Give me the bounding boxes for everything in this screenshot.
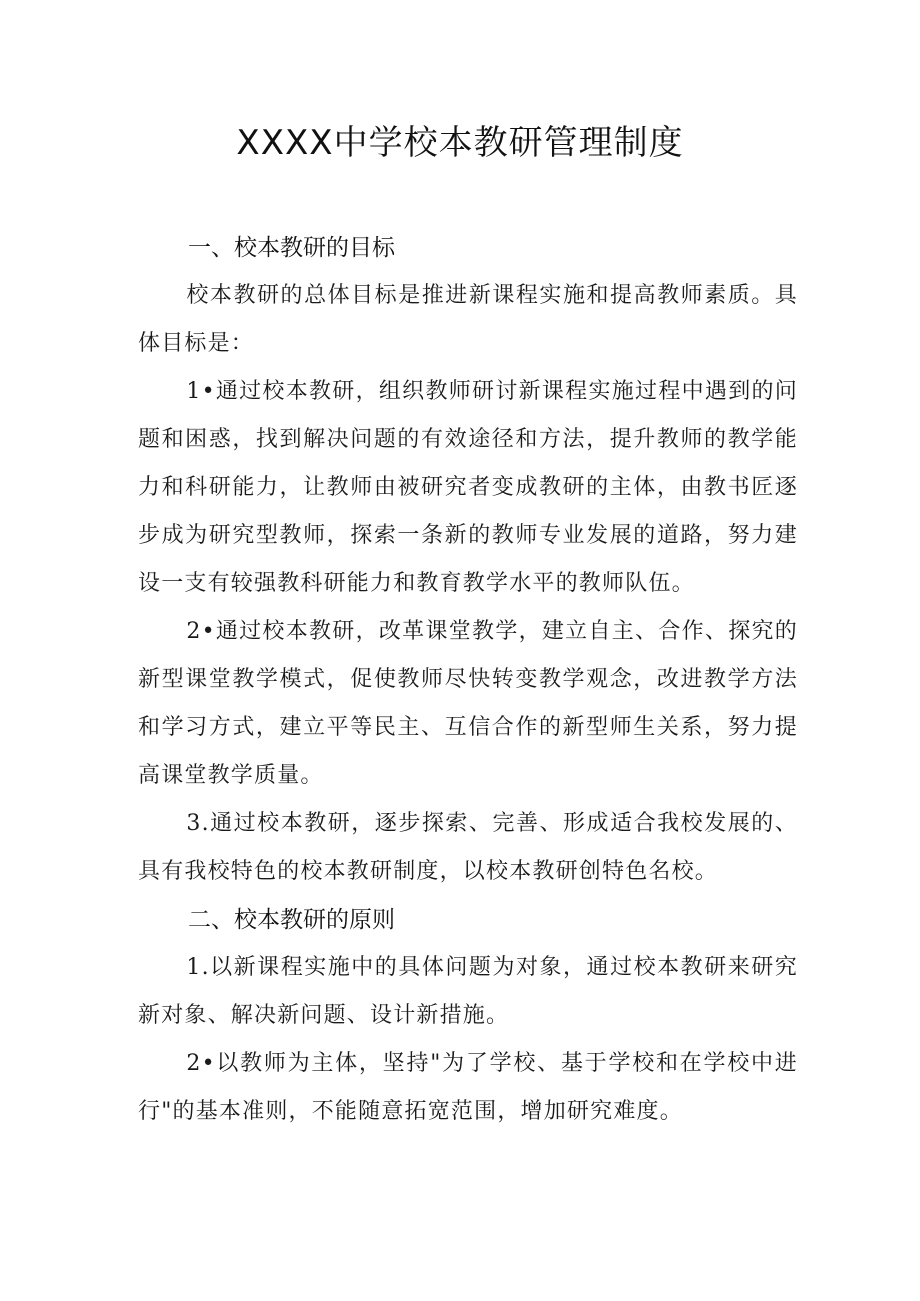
section-goals (138, 224, 798, 896)
document-title: XXXX中学校本教研管理制度 (236, 123, 684, 163)
paragraph: 2•以教师为主体，坚持"为了学校、基于学校和在学校中进行"的基本准则，不能随意拓宽范围，增加研究难度。 (138, 1051, 798, 1124)
section-heading: 二、校本教研的原则 (188, 907, 395, 933)
section-principles (138, 896, 798, 1136)
paragraph: 1.以新课程实施中的具体问题为对象，通过校本教研来研究新对象、解决新问题、设计新措施。 (138, 955, 798, 1028)
paragraph: 3.通过校本教研，逐步探索、完善、形成适合我校发展的、具有我校特色的校本教研制度，以校本教研创特色名校。 (138, 811, 798, 884)
paragraph: 2•通过校本教研，改革课堂教学，建立自主、合作、探究的新型课堂教学模式，促使教师尽快转变教学观念，改进教学方法和学习方式，建立平等民主、互信合作的新型师生关系，努力提高课堂教学质量。 (138, 619, 798, 788)
document-body (138, 224, 798, 1136)
paragraph: 1•通过校本教研，组织教师研讨新课程实施过程中遇到的问题和困惑，找到解决问题的有效途径和方法，提升教师的教学能力和科研能力，让教师由被研究者变成教研的主体，由教书匠逐步成为研究型教师，探索一条新的教师专业发展的道路，努力建设一支有较强教科研能力和教育教学水平的教师队伍。 (138, 379, 798, 596)
paragraph: 校本教研的总体目标是推进新课程实施和提高教师素质。具体目标是： (138, 283, 798, 356)
section-heading: 一、校本教研的目标 (188, 235, 395, 261)
